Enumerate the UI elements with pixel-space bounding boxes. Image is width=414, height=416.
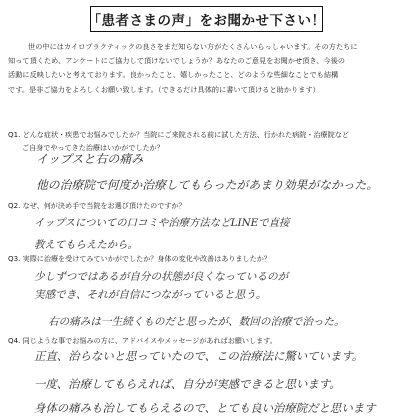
answer-4-line-1: 正直、治らないと思っていたので、この治療法に驚いています。 bbox=[34, 349, 364, 363]
page-title: 「患者さまの声」をお聞かせ下さい！ bbox=[87, 13, 326, 29]
answer-2-line-1: イップスについての口コミや治療方法などLINEで直接 bbox=[34, 217, 290, 229]
question-number: Q2. bbox=[8, 201, 21, 210]
answer-1-line-1: イップスと右の痛み bbox=[36, 152, 144, 166]
intro-line: 世の中にはカイロプラクティックの良さをまだ知らない方がたくさんいらっしゃいます。その方たちに bbox=[28, 42, 358, 51]
question-text: 同じような事でお悩みの方に、アドバイスやメッセージがあればお願いします。 bbox=[22, 336, 277, 345]
answer-3-line-1: 少しずつではあるが自分の状態が良くなっているのが bbox=[34, 271, 289, 283]
question-text-cont: ご自身でやってきた治療はいかがでしたか？ bbox=[22, 143, 164, 152]
question-4 bbox=[8, 334, 277, 347]
question-text: 実際に治療を受けてみていかがでしたか？身体の変化や改善はありましたか？ bbox=[22, 254, 271, 263]
answer-3-line-2: 実感でき、それが自信につながっていると思う。 bbox=[34, 289, 267, 301]
intro-line: 知って頂くため、アンケートにご協力して頂けないでしょうか？あなたのご意見をお聞かせ頂き、今後の bbox=[8, 56, 346, 66]
question-text: なぜ、何が決め手で当院をお選び頂けたのですか？ bbox=[22, 201, 186, 210]
answer-4-line-2: 一度、治療してもらえれば、自分が実感できると思います。 bbox=[34, 377, 341, 391]
intro-line: です。是非ご協力をよろしくお願い致します。（できるだけ具体的に書いて頂けると助かります） bbox=[8, 84, 320, 94]
question-text: どんな症状・疾患でお悩みでしたか？当院にご来院される前に試した方法、行かれた病院・治療院など bbox=[22, 130, 349, 139]
answer-2-line-2: 教えてもらえたから。 bbox=[34, 239, 138, 251]
question-number: Q1. bbox=[8, 130, 21, 139]
answer-4-line-3: 身体の痛みも治してもらえるので、とても良い治療院だと思います bbox=[34, 401, 376, 415]
question-number: Q4. bbox=[8, 336, 21, 345]
question-2 bbox=[8, 199, 186, 212]
answer-1-line-2: 他の治療院で何度か治療してもらったがあまり効果がなかった。 bbox=[36, 178, 379, 192]
title-box bbox=[87, 6, 326, 32]
intro-paragraph bbox=[8, 40, 408, 97]
intro-line: 活動に反映したいと考えております。良かったこと、嬉しかったこと、どのような些細なことでも結構 bbox=[8, 70, 339, 80]
question-3 bbox=[8, 252, 271, 265]
question-number: Q3. bbox=[8, 254, 21, 263]
answer-3-line-3: 右の痛みは一生続くものだと思ったが、数回の治療で治った。 bbox=[48, 316, 345, 328]
